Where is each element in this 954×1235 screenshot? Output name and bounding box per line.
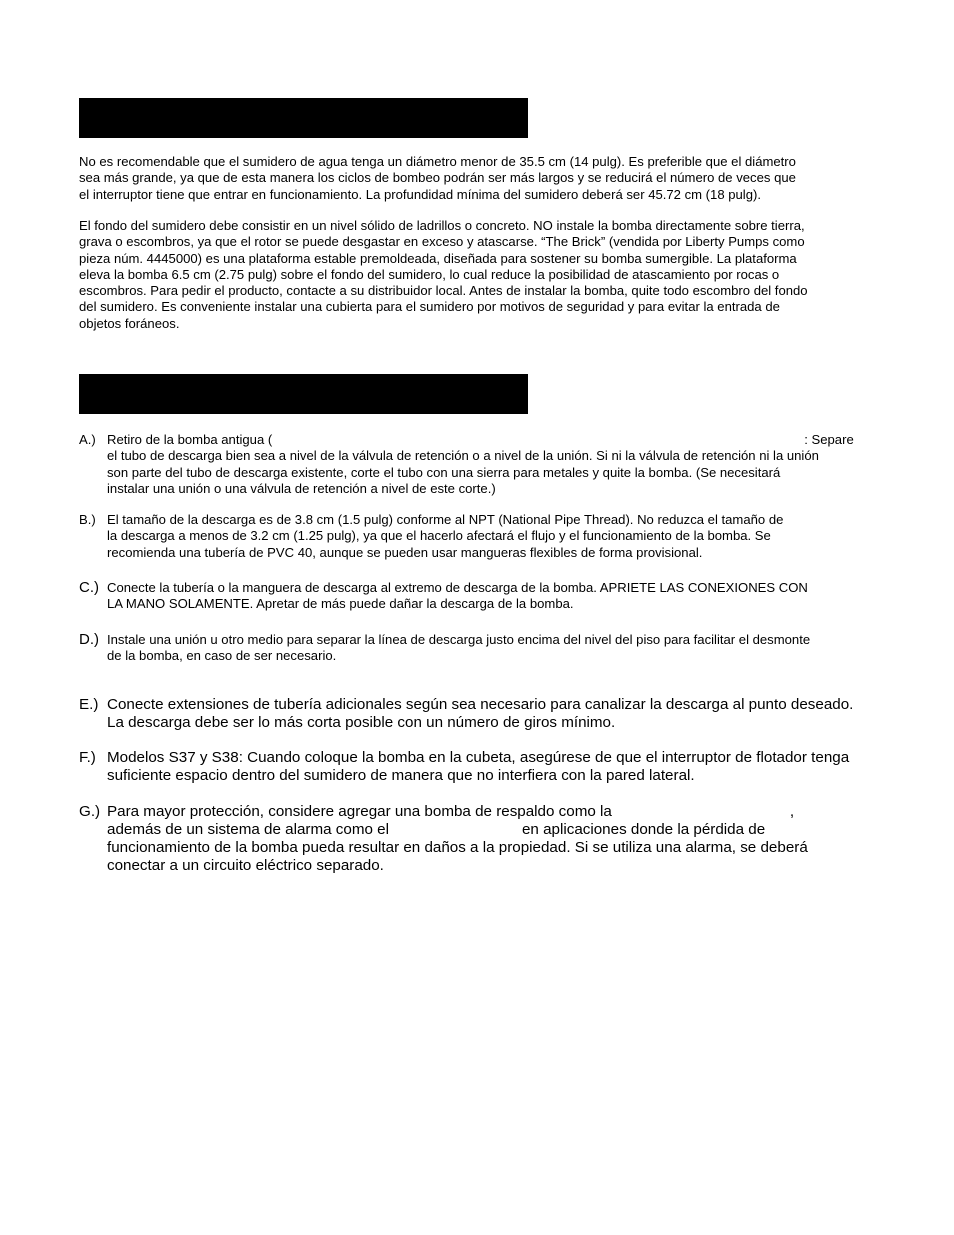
- list-item-e: E.) Conecte extensiones de tubería adicionales según sea necesario para canalizar la descarga al punto deseado. La descarga debe ser lo más corta posible con un número de giros mínimo.: [79, 696, 854, 731]
- list-item-f: F.) Modelos S37 y S38: Cuando coloque la bomba en la cubeta, asegúrese de que el interruptor de flotador tenga suficiente espacio dentro del sumidero de manera que no interfiera con la pared lateral.: [79, 749, 850, 784]
- list-marker: B.): [79, 512, 96, 527]
- list-marker: A.): [79, 432, 96, 447]
- list-marker: G.): [79, 803, 101, 820]
- list-item-second-line: además de un sistema de alarma como el en aplicaciones donde la pérdida de: [107, 821, 766, 838]
- list-item-first-line: Para mayor protección, considere agregar una bomba de respaldo como la ,: [107, 803, 795, 820]
- sump-bottom-paragraph: El fondo del sumidero debe consistir en un nivel sólido de ladrillos o concreto. NO instale la bomba directamente sobre tierra, grava o escombros, ya que el rotor se puede desgastar en exceso y atascarse. “The Brick” (vendida por Liberty Pumps como pieza núm. 4445000) es una plataforma estable premoldeada, diseñada para sostener su bomba sumergible. La plataforma eleva la bomba 6.5 cm (2.75 pulg) sobre el fondo del sumidero, lo cual reduce la posibilidad de atascamiento por rocas o escombros. Para pedir el producto, contacte a su distribuidor local. Antes de instalar la bomba, quite todo escombro del fondo del sumidero. Es conveniente instalar una cubierta para el sumidero por motivos de seguridad y para evitar la entrada de objetos foráneos.: [79, 218, 808, 331]
- list-item-b: B.) El tamaño de la descarga es de 3.8 cm (1.5 pulg) conforme al NPT (National Pipe Thread). No reduzca el tamaño de la descarga a menos de 3.2 cm (1.25 pulg), ya que el hacerlo afectará el flujo y el funcionamiento de la bomba. Se recomienda una tubería de PVC 40, aunque se pueden usar mangueras flexibles de forma provisional.: [79, 512, 784, 560]
- section-header-bar-2: [79, 374, 528, 414]
- list-marker: E.): [79, 696, 99, 713]
- sump-diameter-paragraph: No es recomendable que el sumidero de agua tenga un diámetro menor de 35.5 cm (14 pulg). Es preferible que el diámetro sea más grande, ya que de esta manera los ciclos de bombeo podrán ser más largos y se reducirá el número de veces que el interruptor tiene que entrar en funcionamiento. La profundidad mínima del sumidero deberá ser 45.72 cm (18 pulg).: [79, 154, 796, 202]
- list-item-g: G.) Para mayor protección, considere agregar una bomba de respaldo como la , además de un sistema de alarma como el en aplicaciones donde la pérdida de funcionamiento de la bomba pueda resultar en daños a la propiedad. Si se utiliza una alarma, se deberá conectar a un circuito eléctrico separado.: [79, 803, 879, 875]
- list-item-d: D.) Instale una unión u otro medio para separar la línea de descarga justo encima del nivel del piso para facilitar el desmonte de la bomba, en caso de ser necesario.: [79, 631, 811, 664]
- list-marker: C.): [79, 579, 99, 596]
- list-item-a: A.) Retiro de la bomba antigua ( : Separe el tubo de descarga bien sea a nivel de la válvula de retención o a nivel de la unión. Si ni la válvula de retención ni la unión son parte del tubo de descarga existente, corte el tubo con una sierra para metales y quite la bomba. (Se necesitará instalar una unión o una válvula de retención a nivel de este corte.): [79, 432, 879, 497]
- list-item-c: C.) Conecte la tubería o la manguera de descarga al extremo de descarga de la bomba. APRIETE LAS CONEXIONES CON LA MANO SOLAMENTE. Apretar de más puede dañar la descarga de la bomba.: [79, 579, 808, 612]
- list-marker: F.): [79, 749, 96, 766]
- list-marker: D.): [79, 631, 99, 648]
- list-item-first-line: Retiro de la bomba antigua ( : Separe: [107, 432, 854, 447]
- section-header-bar-1: [79, 98, 528, 138]
